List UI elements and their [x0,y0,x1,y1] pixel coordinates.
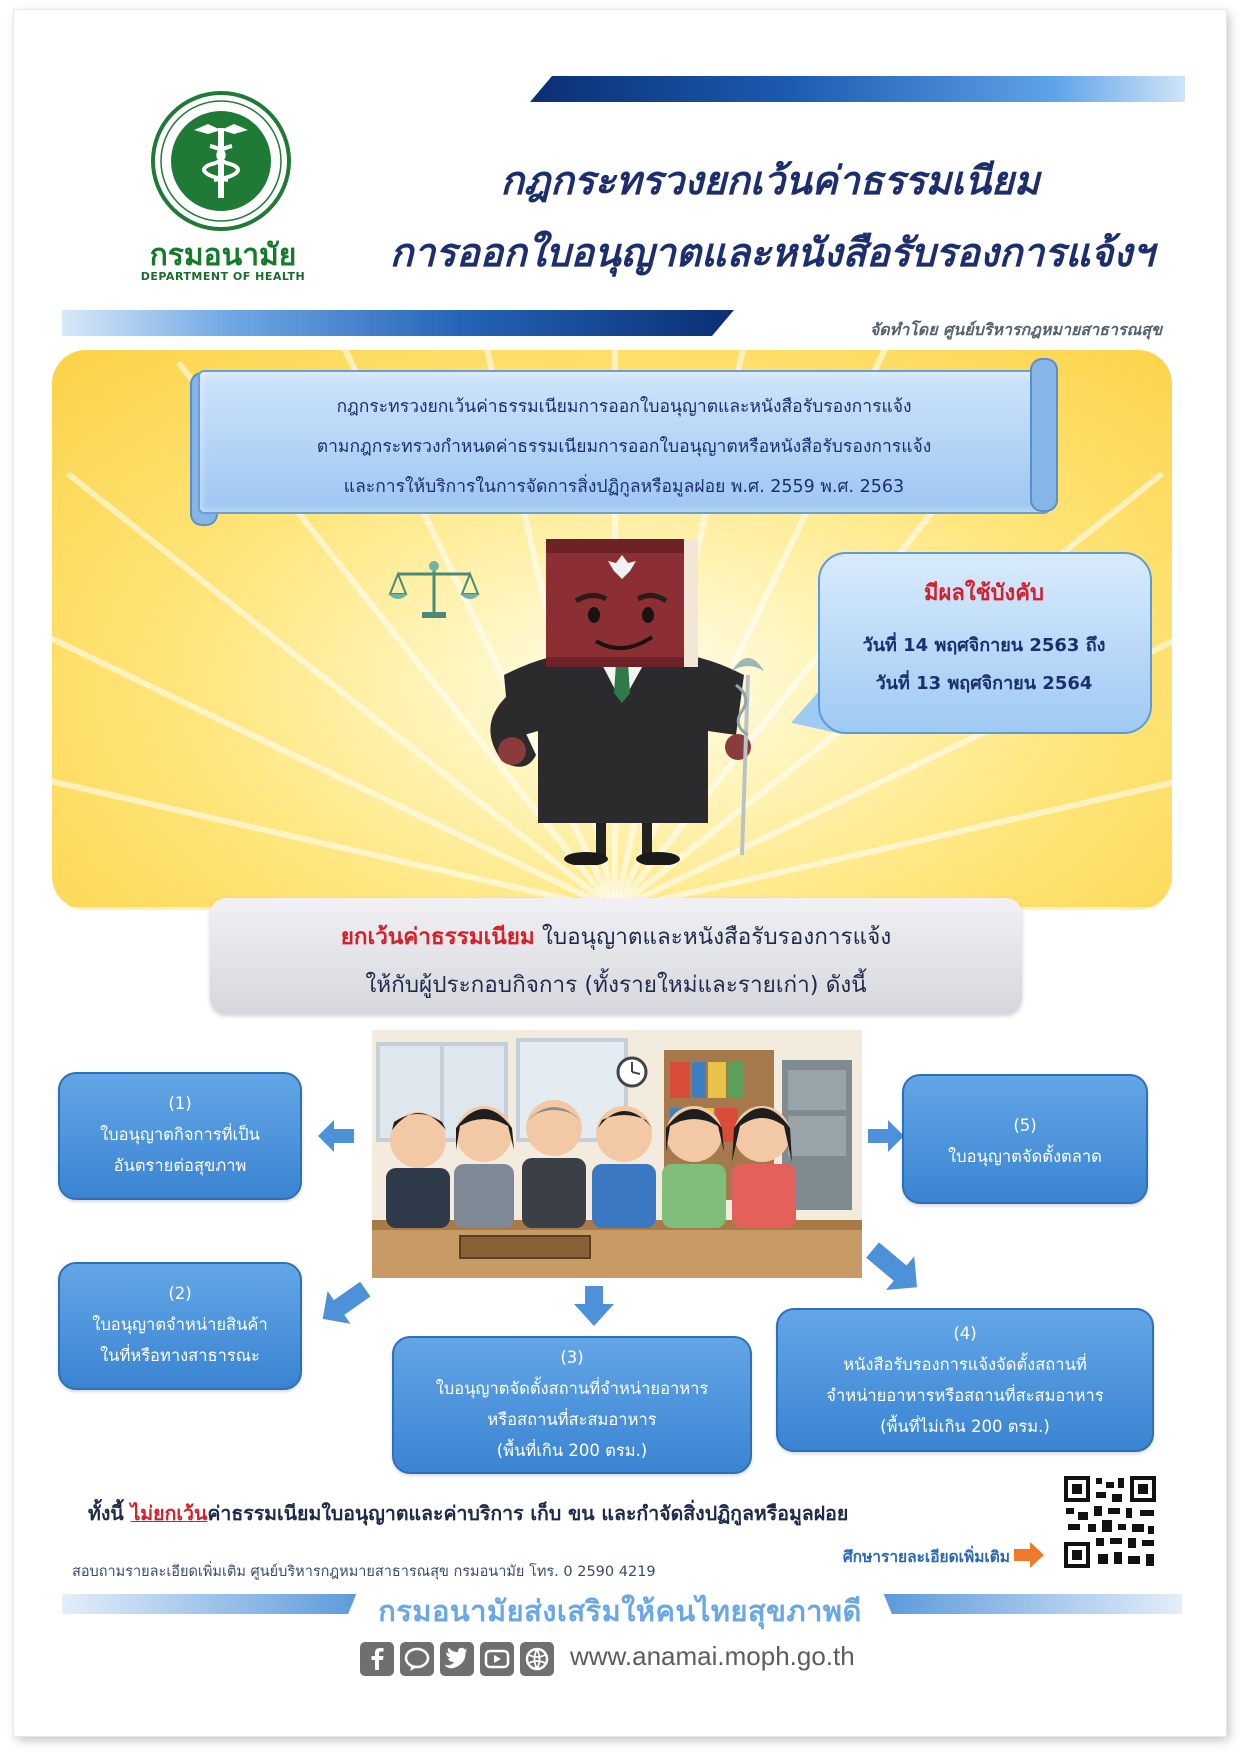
scroll-line-1: กฎกระทรวงยกเว้นค่าธรรมเนียมการออกใบอนุญาตและหนังสือรับรองการแจ้ง [336,397,912,417]
header-stripe-top [530,76,1185,102]
web-icon[interactable] [520,1642,554,1676]
youtube-icon[interactable] [480,1642,514,1676]
poster-title-line2: การออกใบอนุญาตและหนังสือรับรองการแจ้งฯ [389,231,1155,276]
arrow-right-icon [866,1118,906,1154]
exemption-banner-line2: ให้กับผู้ประกอบกิจการ (ทั้งรายใหม่และรายเก่า) ดังนี้ [365,972,867,998]
box-4-number: (4) [953,1324,977,1343]
exemption-box-5 [902,1074,1148,1204]
scroll-curl-right [1030,358,1058,512]
box-2-number: (2) [168,1284,192,1303]
website-url[interactable]: www.anamai.moph.go.th [570,1641,855,1671]
box-2-line-2: ในที่หรือทางสาธารณะ [100,1346,260,1365]
box-5-line-1: ใบอนุญาตจัดตั้งตลาด [948,1147,1102,1166]
exemption-banner-line1 [210,918,1022,954]
note-rest: ค่าธรรมเนียมใบอนุญาตและค่าบริการ เก็บ ขน และกำจัดสิ่งปฏิกูลหรือมูลฝอย [207,1502,849,1525]
box-3-number: (3) [560,1348,584,1367]
box-3-line-3: (พื้นที่เกิน 200 ตรม.) [496,1441,648,1460]
scroll-line-2: ตามกฎกระทรวงกำหนดค่าธรรมเนียมการออกใบอนุญาตหรือหนังสือรับรองการแจ้ง [316,437,932,457]
exemption-highlight: ยกเว้นค่าธรรมเนียม [340,924,535,950]
exemption-box-2 [58,1262,302,1390]
arrow-down-left-icon [316,1278,372,1330]
line-icon[interactable] [400,1642,434,1676]
box-1-line-1: ใบอนุญาตกิจการที่เป็น [100,1125,260,1144]
header-stripe-mid [62,310,734,336]
exemption-box-4 [776,1308,1154,1452]
more-details-link[interactable]: ศึกษารายละเอียดเพิ่มเติม [842,1548,1010,1566]
box-1-line-2: อันตรายต่อสุขภาพ [113,1156,247,1175]
scroll-line-3: และการให้บริการในการจัดการสิ่งปฏิกูลหรือมูลฝอย พ.ศ. 2559 พ.ศ. 2563 [343,477,905,497]
org-name-en: DEPARTMENT OF HEALTH [140,270,306,283]
effective-title: มีผลใช้บังคับ [924,581,1044,606]
effective-date-end: วันที่ 13 พฤศจิกายน 2564 [875,673,1093,694]
effective-date-start: วันที่ 14 พฤศจิกายน 2563 ถึง [862,635,1106,656]
ministry-seal-icon [150,90,292,232]
box-2-line-1: ใบอนุญาตจำหน่ายสินค้า [92,1315,268,1334]
qr-code-icon[interactable] [1062,1474,1158,1570]
arrow-down-icon [570,1284,618,1328]
law-book-mascot-illustration [446,525,782,865]
non-exemption-note [88,1498,1048,1529]
box-4-line-3: (พื้นที่ไม่เกิน 200 ตรม.) [880,1417,1050,1436]
office-staff-illustration [372,1030,862,1278]
arrow-left-icon [316,1118,356,1154]
note-prefix: ทั้งนี้ [88,1502,131,1525]
box-5-number: (5) [1013,1116,1037,1135]
facebook-icon[interactable] [360,1642,394,1676]
box-3-line-1: ใบอนุญาตจัดตั้งสถานที่จำหน่ายอาหาร [435,1379,709,1398]
note-highlight: ไม่ยกเว้น [130,1502,208,1525]
poster-title-line1: กฎกระทรวงยกเว้นค่าธรรมเนียม [500,159,1040,204]
exemption-box-3 [392,1336,752,1474]
contact-info: สอบถามรายละเอียดเพิ่มเติม ศูนย์บริหารกฎหมายสาธารณสุข กรมอนามัย โทร. 0 2590 4219 [72,1564,656,1580]
exemption-box-1 [58,1072,302,1200]
twitter-icon[interactable] [440,1642,474,1676]
arrow-right-orange-icon [1012,1540,1046,1570]
org-name-th: กรมอนามัย [149,238,297,273]
credit-text: จัดทำโดย ศูนย์บริหารกฎหมายสาธารณสุข [869,320,1162,339]
arrow-down-right-icon [862,1238,926,1298]
exemption-line1-rest: ใบอนุญาตและหนังสือรับรองการแจ้ง [534,924,892,950]
box-1-number: (1) [168,1094,192,1113]
tagline-text: กรมอนามัยส่งเสริมให้คนไทยสุขภาพดี [378,1594,862,1628]
box-3-line-2: หรือสถานที่สะสมอาหาร [487,1410,657,1429]
box-4-line-2: จำหน่ายอาหารหรือสถานที่สะสมอาหาร [826,1386,1104,1405]
box-4-line-1: หนังสือรับรองการแจ้งจัดตั้งสถานที่ [843,1355,1087,1374]
